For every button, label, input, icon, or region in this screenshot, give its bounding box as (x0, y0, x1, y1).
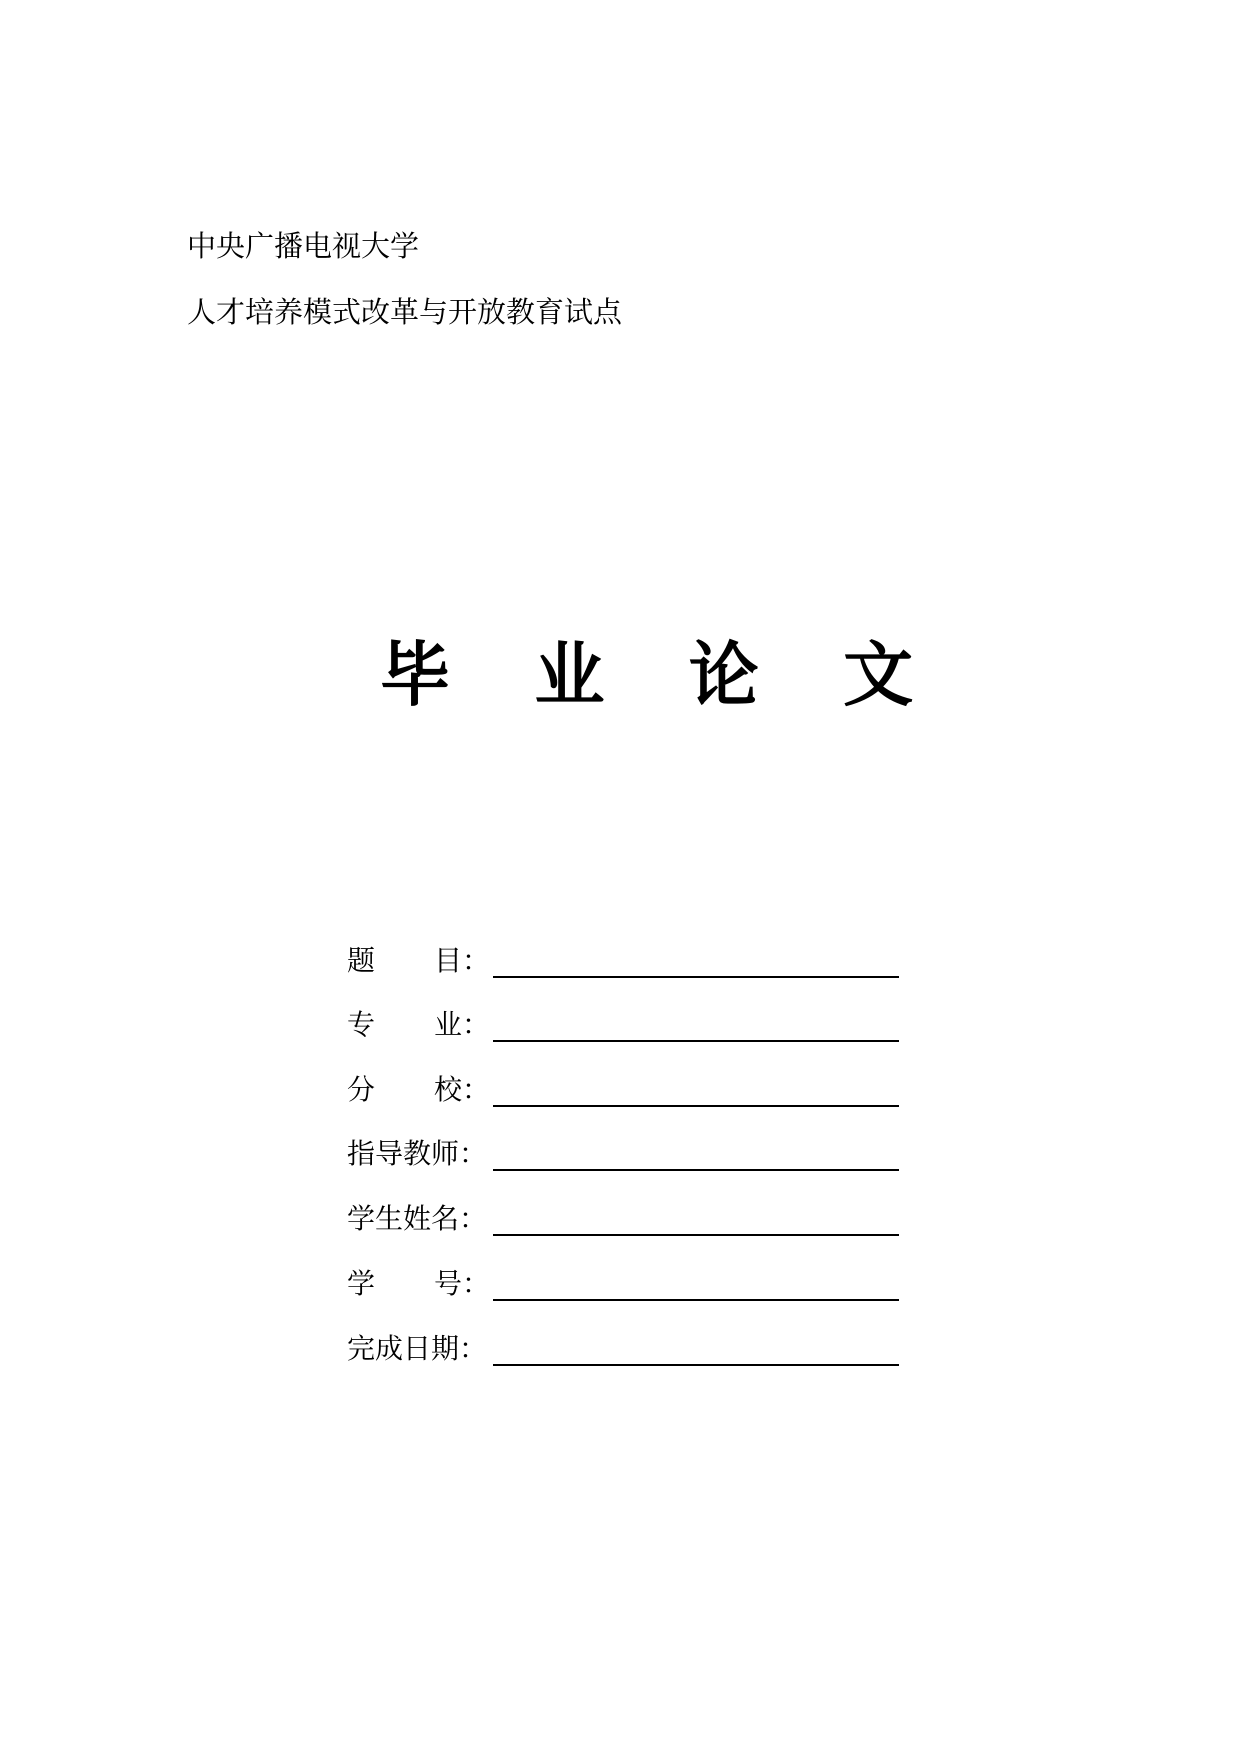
topic-field[interactable] (493, 976, 899, 978)
label-part: 学 (347, 1267, 376, 1300)
form-label (347, 1002, 490, 1048)
completion-date-field[interactable] (493, 1364, 899, 1366)
form-label (347, 938, 490, 984)
form-label (347, 1196, 490, 1242)
thesis-title (380, 630, 914, 720)
title-char: 业 (534, 634, 605, 716)
form-row-student-name (347, 1196, 907, 1242)
form-label (347, 1261, 490, 1307)
major-field[interactable] (493, 1040, 899, 1042)
form-label (347, 1326, 490, 1372)
label-part: 题 (347, 944, 376, 977)
title-char: 毕 (380, 634, 450, 716)
university-name: 中央广播电视大学 (187, 229, 420, 263)
student-id-field[interactable] (493, 1299, 899, 1301)
form-row-branch (347, 1067, 907, 1113)
student-name-field[interactable] (493, 1234, 899, 1236)
label-part: 完成日期： (347, 1332, 488, 1365)
title-char: 论 (688, 634, 759, 716)
program-name: 人才培养模式改革与开放教育试点 (187, 295, 623, 329)
form-row-completion-date (347, 1326, 907, 1372)
form-row-major (347, 1002, 907, 1048)
label-part: 校： (433, 1073, 490, 1106)
label-part: 学生姓名： (347, 1202, 488, 1235)
form-label (347, 1131, 490, 1177)
advisor-field[interactable] (493, 1169, 899, 1171)
label-part: 专 (347, 1008, 376, 1041)
label-part: 业： (433, 1008, 490, 1041)
form-label (347, 1067, 490, 1113)
branch-school-field[interactable] (493, 1105, 899, 1107)
title-char: 文 (843, 634, 914, 716)
label-part: 号： (433, 1267, 490, 1300)
label-part: 目： (433, 944, 490, 977)
form-row-topic (347, 938, 907, 984)
form-row-student-id (347, 1261, 907, 1307)
label-part: 指导教师： (347, 1137, 488, 1170)
label-part: 分 (347, 1073, 376, 1106)
form-row-advisor (347, 1131, 907, 1177)
